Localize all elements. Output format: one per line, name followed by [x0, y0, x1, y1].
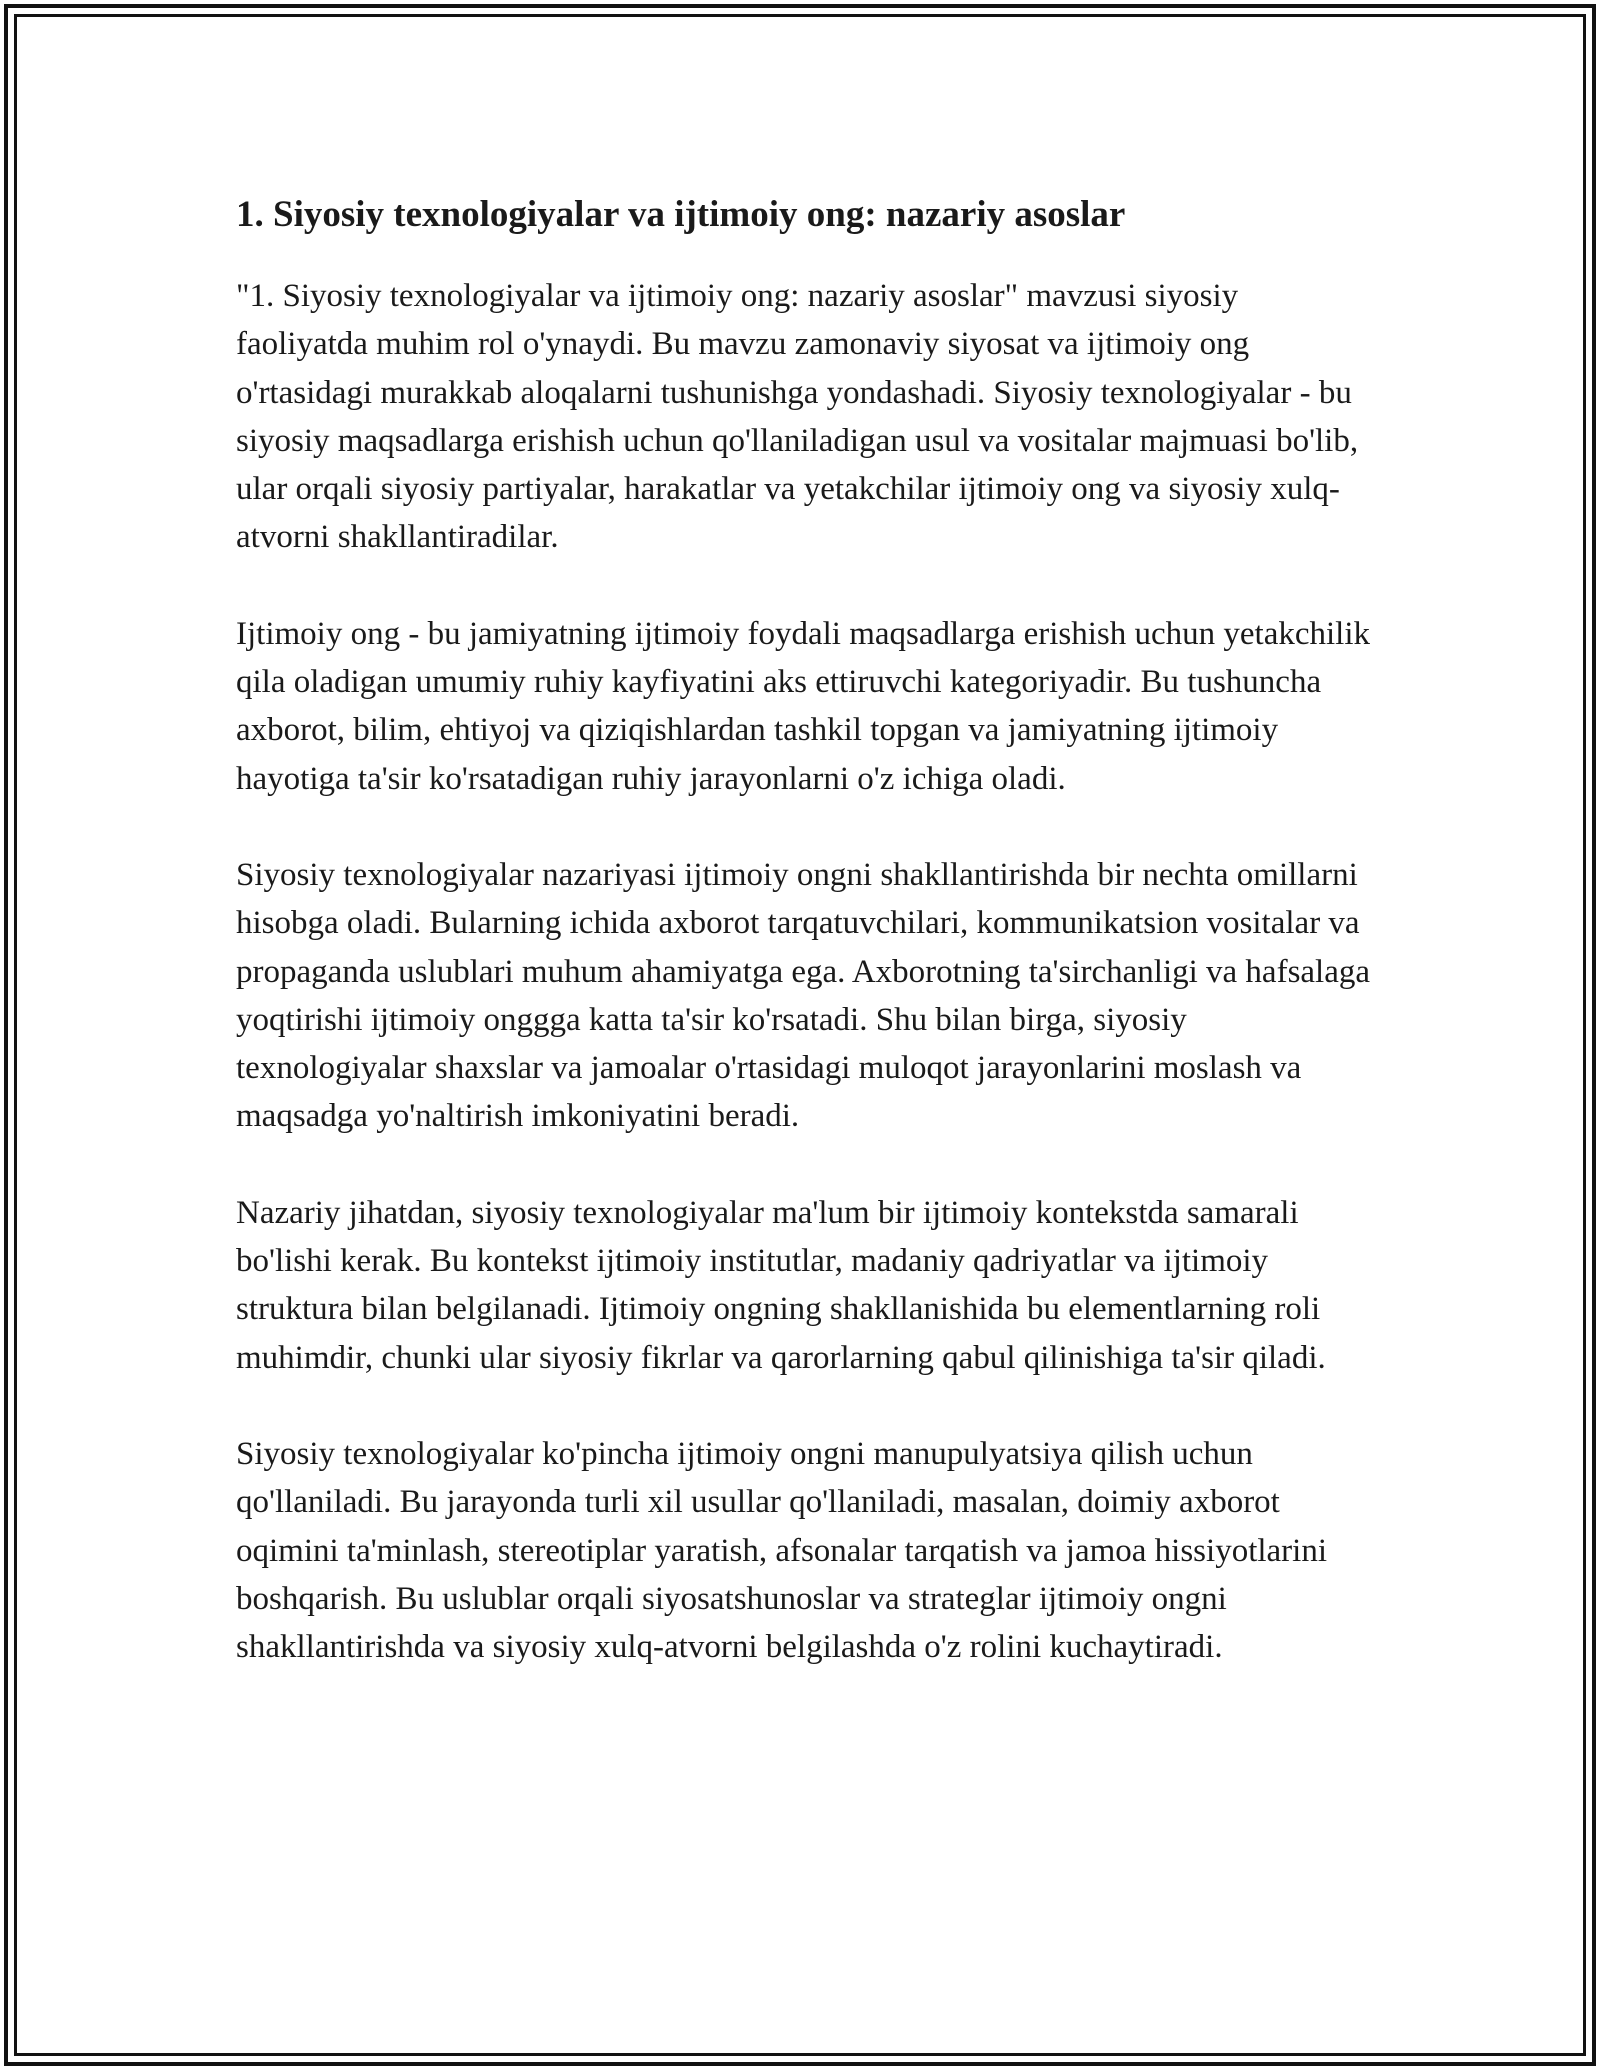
paragraph-5: Siyosiy texnologiyalar ko'pincha ijtimoiy ongni manupulyatsiya qilish uchun qo'llaniladi. Bu jarayonda turli xil usullar qo'llaniladi, masalan, doimiy axborot oqimini ta'minlash, stereotiplar yaratish, afsonalar tarqatish va jamoa hissiyotlarini boshqarish. Bu uslublar orqali siyosatshunoslar va strateglar ijtimoiy ongni shakllantirishda va siyosiy xulq-atvorni belgilashda o'z rolini kuchaytiradi. [236, 1435, 1327, 1666]
paragraph-3: Siyosiy texnologiyalar nazariyasi ijtimoiy ongni shakllantirishda bir nechta omillarni hisobga oladi. Bularning ichida axborot tarqatuvchilari, kommunikatsion vositalar va propaganda uslublari muhum ahamiyatga ega. Axborotning ta'sirchanligi va hafsalaga yoqtirishi ijtimoiy onggga katta ta'sir ko'rsatadi. Shu bilan birga, siyosiy texnologiyalar shaxslar va jamoalar o'rtasidagi muloqot jarayonlarini moslash va maqsadga yo'naltirish imkoniyatini beradi. [236, 856, 1371, 1135]
paragraph-1: "1. Siyosiy texnologiyalar va ijtimoiy ong: nazariy asoslar" mavzusi siyosiy faoliyatda muhim rol o'ynaydi. Bu mavzu zamonaviy siyosat va ijtimoiy ong o'rtasidagi murakkab aloqalarni tushunishga yondashadi. Siyosiy texnologiyalar - bu siyosiy maqsadlarga erishish uchun qo'llaniladigan usul va vositalar majmuasi bo'lib, ular orqali siyosiy partiyalar, harakatlar va yetakchilar ijtimoiy ong va siyosiy xulq-atvorni shakllantiradilar. [236, 278, 1359, 556]
paragraph-2: Ijtimoiy ong - bu jamiyatning ijtimoiy foydali maqsadlarga erishish uchun yetakchilik qila oladigan umumiy ruhiy kayfiyatini aks ettiruvchi kategoriyadir. Bu tushuncha axborot, bilim, ehtiyoj va qiziqishlardan tashkil topgan va jamiyatning ijtimoiy hayotiga ta'sir ko'rsatadigan ruhiy jarayonlarni o'z ichiga oladi. [236, 615, 1371, 797]
paragraph-4: Nazariy jihatdan, siyosiy texnologiyalar ma'lum bir ijtimoiy kontekstda samarali bo'lishi kerak. Bu kontekst ijtimoiy institutlar, madaniy qadriyatlar va ijtimoiy struktura bilan belgilanadi. Ijtimoiy ongning shakllanishida bu elementlarning roli muhimdir, chunki ular siyosiy fikrlar va qarorlarning qabul qilinishiga ta'sir qiladi. [236, 1194, 1326, 1376]
document-body [236, 186, 1376, 1719]
section-heading: 1. Siyosiy texnologiyalar va ijtimoiy ong: nazariy asoslar [236, 194, 1126, 235]
